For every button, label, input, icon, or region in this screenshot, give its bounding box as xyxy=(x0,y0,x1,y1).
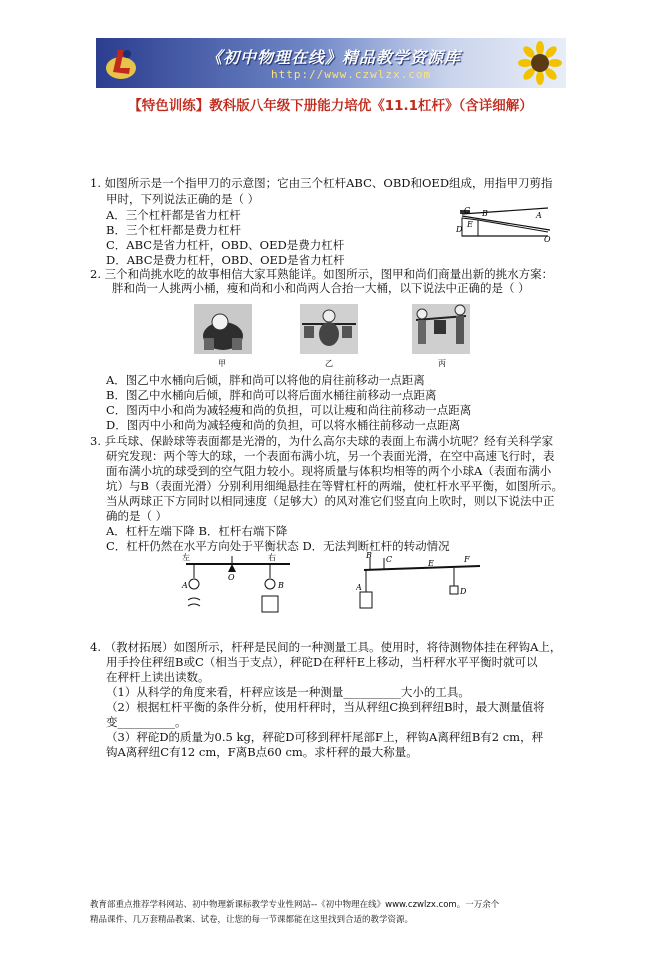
q1-option-a: A．三个杠杆都是省力杠杆 xyxy=(106,208,241,222)
q3-fig-hook-a: A xyxy=(356,583,362,592)
q3-stem-line2: 研究发现：两个等大的球，一个表面布满小坑，另一个表面光滑，在空中高速飞行时，表 xyxy=(106,449,555,463)
q1-fig-label-a: A xyxy=(536,211,542,220)
q3-fig-weight-d: D xyxy=(460,587,467,596)
q3-fig-knob-b: B xyxy=(366,552,372,560)
q1-fig-label-e: E xyxy=(467,220,473,229)
q3-fig-beam-e: E xyxy=(428,559,434,568)
site-logo-icon xyxy=(104,44,138,82)
q3-stem-line3: 面布满小坑的球受到的空气阻力较小。现将质量与体积均相等的两个小球A（表面布满小 xyxy=(106,464,552,478)
q1-stem-line2: 甲时，下列说法正确的是（ ） xyxy=(106,192,260,206)
q3-fig-pivot-o: O xyxy=(228,573,235,582)
page-footer xyxy=(90,898,499,928)
q4-sub2-line2: 变__________。 xyxy=(106,715,187,729)
q2-caption-bing: 丙 xyxy=(438,359,446,368)
q3-stem-line1: 3. 乒乓球、保龄球等表面都是光滑的，为什么高尔夫球的表面上布满小坑呢？经有关科学家 xyxy=(90,434,554,448)
q4-stem-line2: 用手拎住秤纽B或C（相当于支点），秤砣D在秤杆E上移动，当杆秤水平平衡时就可以 xyxy=(106,655,538,669)
q1-stem-line1: 1. 如图所示是一个指甲刀的示意图；它由三个杠杆ABC、OBD和OED组成，用指甲刀剪指 xyxy=(90,176,553,190)
q3-options-ab: A．杠杆左端下降 B．杠杆右端下降 xyxy=(106,524,288,538)
q4-stem-line3: 在秤杆上读出读数。 xyxy=(106,670,210,684)
q3-fig-knob-c: C xyxy=(386,555,393,564)
q2-caption-jia: 甲 xyxy=(218,359,226,368)
q3-fig-left-label: 左 xyxy=(182,553,190,562)
q4-sub1: （1）从科学的角度来看，杆秤应该是一种测量__________大小的工具。 xyxy=(106,685,470,699)
footer-line2: 精品课件、几万套精品教案、试卷，让您的每一节课都能在这里找到合适的教学资源。 xyxy=(90,915,414,925)
q1-option-b: B．三个杠杆都是费力杠杆 xyxy=(106,223,241,237)
q3-stem-line6: 确的是（ ） xyxy=(106,509,168,523)
q2-caption-yi: 乙 xyxy=(325,359,333,368)
footer-line1: 教育部重点推荐学科网站、初中物理新课标教学专业性网站--《初中物理在线》www.czwlzx.com。一万余个 xyxy=(90,900,500,910)
q4-stem-line1: 4. （教材拓展）如图所示，杆秤是民间的一种测量工具。使用时，将待测物体挂在秤钩A上， xyxy=(90,640,562,654)
q2-stem-line1: 2. 三个和尚挑水吃的故事相信大家耳熟能详。如图所示，图甲和尚们商量出新的挑水方案： xyxy=(90,267,554,281)
q1-fig-label-d: D xyxy=(456,225,463,234)
q2-option-b: B．图乙中水桶向后倾，胖和尚可以将后面水桶往前移动一点距离 xyxy=(106,388,437,402)
q1-option-d: D．ABC是费力杠杆，OBD、OED是省力杠杆 xyxy=(106,253,345,267)
q2-option-c: C．图丙中小和尚为减轻瘦和尚的负担，可以让瘦和尚往前移动一点距离 xyxy=(106,403,472,417)
q3-options-cd: C．杠杆仍然在水平方向处于平衡状态 D．无法判断杠杆的转动情况 xyxy=(106,539,450,553)
q4-sub3-line2: 钩A离秤纽C有12 cm，F离B点60 cm。求杆秤的最大称量。 xyxy=(106,745,418,759)
q3-fig-ball-b: B xyxy=(278,581,284,590)
q4-sub3-line1: （3）秤砣D的质量为0.5 kg，秤砣D可移到秤杆尾部F上，秤钩A离秤纽B有2 cm，秤 xyxy=(106,730,544,744)
banner-url[interactable]: http://www.czwlzx.com xyxy=(271,68,432,81)
q2-stem-line2: 胖和尚一人挑两小桶，瘦和尚和小和尚两人合抬一大桶，以下说法中正确的是（ ） xyxy=(112,281,530,295)
nail-clipper-diagram xyxy=(448,204,558,248)
equal-arm-lever-diagram xyxy=(180,552,300,616)
banner-title: 《初中物理在线》精品教学资源库 xyxy=(206,48,462,67)
q3-fig-ball-a: A xyxy=(182,581,188,590)
q2-option-a: A．图乙中水桶向后倾，胖和尚可以将他的肩往前移动一点距离 xyxy=(106,373,425,387)
q4-sub2-line1: （2）根据杠杆平衡的条件分析，使用杆秤时，当从秤纽C换到秤纽B时，最大测量值将 xyxy=(106,700,545,714)
q3-stem-line4: 坑）与B（表面光滑）分别利用细绳悬挂在等臂杠杆的两端，使杠杆水平平衡，如图所示。 xyxy=(106,479,563,493)
q3-fig-end-f: F xyxy=(464,555,470,564)
q2-option-d: D．图丙中小和尚为减轻瘦和尚的负担，可以将水桶往前移动一点距离 xyxy=(106,418,461,432)
q1-fig-label-o: O xyxy=(544,235,551,244)
q1-option-c: C．ABC是省力杠杆，OBD、OED是费力杠杆 xyxy=(106,238,345,252)
header-banner xyxy=(96,38,566,88)
q3-fig-right-label: 右 xyxy=(268,553,276,562)
three-monks-figure xyxy=(190,298,480,370)
q1-fig-label-c: C xyxy=(464,206,471,215)
q3-stem-line5: 当从两球正下方同时以相同速度（足够大）的风对准它们竖直向上吹时，则以下说法中正 xyxy=(106,494,555,508)
q1-fig-label-b: B xyxy=(482,209,488,218)
document-title: 【特色训练】教科版八年级下册能力培优《11.1杠杆》（含详细解） xyxy=(128,98,533,114)
steelyard-diagram xyxy=(356,552,486,616)
sunflower-icon xyxy=(518,41,562,85)
